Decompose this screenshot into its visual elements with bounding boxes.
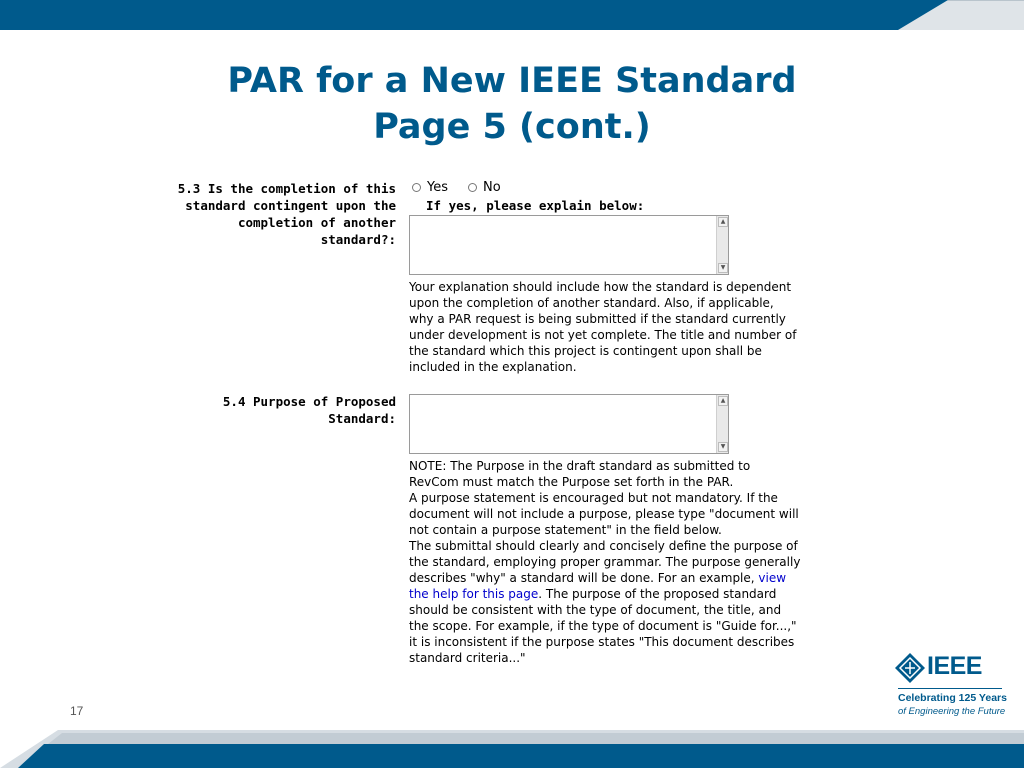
purpose-statement-guidance: A purpose statement is encouraged but not mandatory. If the document will not include a purpose, please type "document will not contain a purpose statement" in the field below.: [409, 491, 799, 537]
purpose-textarea[interactable]: [409, 394, 729, 454]
contingent-radio-group: [412, 180, 515, 195]
radio-no[interactable]: [468, 183, 477, 192]
radio-no-label[interactable]: No: [483, 180, 501, 195]
textarea-scrollbar[interactable]: [716, 395, 728, 453]
ieee-logo: [894, 650, 1006, 720]
question-5-3-label: 5.3 Is the completion of this standard contingent upon the completion of another standard?:: [177, 181, 396, 247]
radio-yes-label[interactable]: Yes: [427, 180, 448, 195]
ieee-diamond-icon: [894, 652, 926, 684]
radio-yes[interactable]: [412, 183, 421, 192]
header-bar: [0, 0, 1024, 30]
submittal-text-after: . The purpose of the proposed standard should be consistent with the type of document, the title, and the scope. For example, if the type of document is "Guide for...," it is inconsistent if the purpose states "This document describes standard criteria...": [409, 587, 797, 665]
submittal-text-before: The submittal should clearly and concisely define the purpose of the standard, employing proper grammar. The purpose generally describes "why" a standard will be done. For an example,: [409, 539, 801, 585]
purpose-help-text: [409, 458, 801, 666]
slide-title: [0, 58, 1024, 150]
logo-tagline-1: Celebrating 125 Years: [898, 692, 1007, 704]
scroll-down-icon[interactable]: ▼: [718, 263, 728, 273]
scroll-up-icon[interactable]: ▲: [718, 217, 728, 227]
help-page-link[interactable]: view the help for this page: [409, 571, 787, 601]
logo-divider: [898, 688, 1002, 689]
ieee-wordmark: IEEE: [927, 652, 982, 680]
slide-title-line1: PAR for a New IEEE Standard: [227, 61, 797, 101]
contingent-explanation-textarea[interactable]: [409, 215, 729, 275]
textarea-scrollbar[interactable]: [716, 216, 728, 274]
explain-instruction: If yes, please explain below:: [426, 198, 645, 213]
page-number: 17: [70, 704, 84, 718]
scroll-down-icon[interactable]: ▼: [718, 442, 728, 452]
scroll-up-icon[interactable]: ▲: [718, 396, 728, 406]
logo-tagline-2: of Engineering the Future: [898, 706, 1006, 717]
footer-bar: [0, 730, 1024, 768]
purpose-submittal-guidance: [409, 538, 801, 666]
contingent-help-text: Your explanation should include how the standard is dependent upon the completion of another standard. Also, if applicable, why a PAR request is being submitted if the standard currently under development is not yet complete. The title and number of the standard which this project is contingent upon shall be included in the explanation.: [409, 280, 797, 374]
slide-title-line2: Page 5 (cont.): [373, 107, 651, 147]
purpose-note: NOTE: The Purpose in the draft standard as submitted to RevCom must match the Purpose set forth in the PAR.: [409, 459, 751, 489]
question-5-4-label: 5.4 Purpose of Proposed Standard:: [222, 394, 396, 426]
